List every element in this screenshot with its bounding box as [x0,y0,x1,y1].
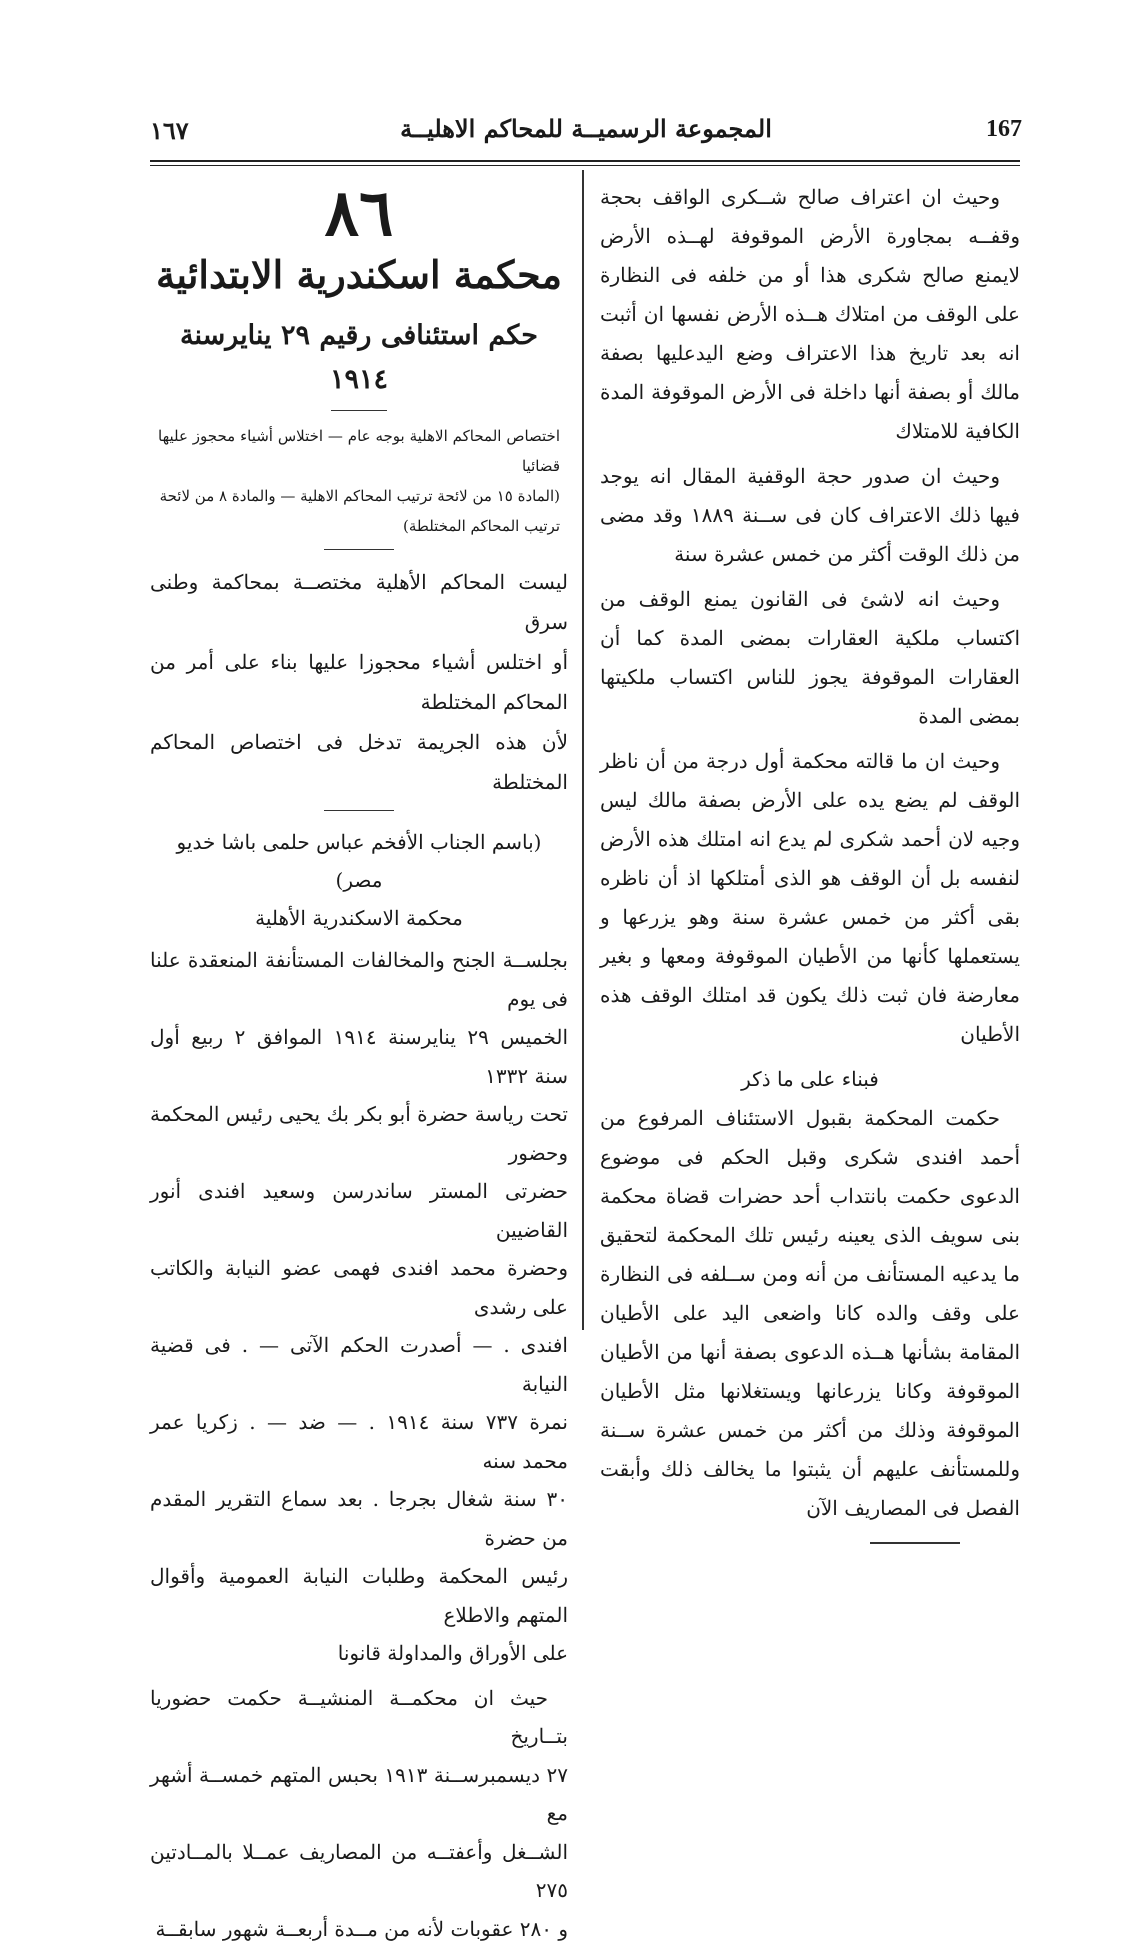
right-column [600,178,1020,1544]
court-title: محكمة اسكندرية الابتدائية [150,250,568,300]
reasons-continued [600,178,1020,1528]
text-line: تحت رياسة حضرة أبو بكر بك يحيى رئيس المحكمة وحضور [150,1095,568,1172]
page-number-arabic: ١٦٧ [150,116,189,145]
session-details [150,941,568,1673]
reasons [150,1679,568,1948]
page-number-latin: 167 [986,116,1022,143]
running-title: المجموعة الرسميــة للمحاكم الاهليــة [150,114,1022,143]
legal-principle [150,562,568,802]
header-rule [150,160,1020,162]
keywords-line: ترتيب المحاكم المختلطة) [158,511,560,541]
judgment-title: حكم استئنافى رقيم ٢٩ ينايرسنة ١٩١٤ [150,314,568,402]
text-line: نمرة ٧٣٧ سنة ١٩١٤ . — ضد — . زكريا عمر محمد سنه [150,1403,568,1480]
text-line: افندى . — أصدرت الحكم الآتى — . فى قضية النيابة [150,1326,568,1403]
text-line: حضرتى المستر ساندرسن وسعيد افندى أنور القاضيين [150,1172,568,1249]
header-rule-thin [150,165,1020,166]
keywords-line: اختصاص المحاكم الاهلية بوجه عام — اختلاس أشياء محجوز عليها قضائيا [158,421,560,481]
paragraph: وحيث ان اعتراف صالح شــكرى الواقف بحجة وقفــه بمجاورة الأرض الموقوفة لهــذه الأرض لايمنع صالح شكرى هذا أو من خلفه فى النظارة على الوقف من امتلاك هــذه الأرض نفسها ان أثبت انه بعد تاريخ هذا الاعتراف وضع اليدعليها بصفة مالك أو بصفة أنها داخلة فى الأرض الموقوفة المدة الكافية للامتلاك [600,178,1020,451]
text-line: بجلســة الجنح والمخالفات المستأنفة المنعقدة علنا فى يوم [150,941,568,1018]
case-number: ٨٦ [150,178,568,250]
ruling-paragraph: حكمت المحكمة بقبول الاستئناف المرفوع من أحمد افندى شكرى وقبل الحكم فى موضوع الدعوى حكمت بانتداب أحد حضرات قضاة محكمة بنى سويف الذى يعينه رئيس تلك المحكمة لتحقيق ما يدعيه المستأنف من أنه ومن ســلفه فى النظارة على وقف والده كانا واضعى اليد على الأطيان المقامة بشأنها هــذه الدعوى بصفة أنها من الأطيان الموقوفة وكانا يزرعانها ويستغلانها مثل الأطيان الموقوفة وذلك من أكثر من خمس عشرة ســنة وللمستأنف عليهم أن يثبتوا ما يخالف ذلك وأبقت الفصل فى المصاريف الآن [600,1099,1020,1528]
end-rule [870,1542,960,1544]
principle-line: لأن هذه الجريمة تدخل فى اختصاص المحاكم المختلطة [150,722,568,802]
text-line: ٢٧ ديسمبرســنة ١٩١٣ بحبس المتهم خمســة أشهر مع [150,1756,568,1833]
text-line: حيث ان محكمــة المنشيــة حكمت حضوريا بتــاريخ [150,1679,568,1756]
keywords [158,421,560,541]
text-line: وحضرة محمد افندى فهمى عضو النيابة والكاتب على رشدى [150,1249,568,1326]
paragraph: وحيث ان ما قالته محكمة أول درجة من أن ناظر الوقف لم يضع يده على الأرض بصفة مالك ليس وجيه لان أحمد شكرى لم يدع انه امتلك هذه الأرض لنفسه بل أن الوقف هو الذى أمتلكها اذ أن ناظره بقى أكثر من خمس عشرة سنة وهو يزرعها و يستعملها كأنها من الأطيان الموقوفة ومعها و بغير معارضة فان ثبت ذلك يكون قد امتلك الوقف هذه الأطيان [600,742,1020,1054]
divider [331,410,387,411]
paragraph: وحيث ان صدور حجة الوقفية المقال انه يوجد فيها ذلك الاعتراف كان فى ســنة ١٨٨٩ وقد مضى من ذلك الوقت أكثر من خمس عشرة سنة [600,457,1020,574]
invocation: (باسم الجناب الأفخم عباس حلمى باشا خديو مصر) [150,823,568,899]
paragraph: وحيث انه لاشئ فى القانون يمنع الوقف من اكتساب ملكية العقارات بمضى المدة كما أن العقارات الموقوفة يجوز للناس اكتساب ملكيتها بمضى المدة [600,580,1020,736]
left-column [150,178,568,1948]
divider [324,810,394,811]
page-header [150,112,1022,152]
keywords-line: (المادة ١٥ من لائحة ترتيب المحاكم الاهلية — والمادة ٨ من لائحة [158,481,560,511]
principle-line: أو اختلس أشياء محجوزا عليها بناء على أمر من المحاكم المختلطة [150,642,568,722]
text-line: الخميس ٢٩ ينايرسنة ١٩١٤ الموافق ٢ ربيع أول سنة ١٣٣٢ [150,1018,568,1095]
text-line: ٣٠ سنة شغال بجرجا . بعد سماع التقرير المقدم من حضرة [150,1480,568,1557]
column-divider [582,170,584,1330]
text-line: و ٢٨٠ عقوبات لأنه من مــدة أربعــة شهور سابقــة [150,1910,568,1948]
court-name: محكمة الاسكندرية الأهلية [150,899,568,937]
conclusion-heading: فبناء على ما ذكر [600,1060,1020,1099]
text-line: الشــغل وأعفتــه من المصاريف عمــلا بالمــادتين ٢٧٥ [150,1833,568,1910]
text-line: رئيس المحكمة وطلبات النيابة العمومية وأقوال المتهم والاطلاع [150,1557,568,1634]
principle-line: ليست المحاكم الأهلية مختصــة بمحاكمة وطنى سرق [150,562,568,642]
divider [324,549,394,550]
text-line: على الأوراق والمداولة قانونا [150,1634,568,1673]
